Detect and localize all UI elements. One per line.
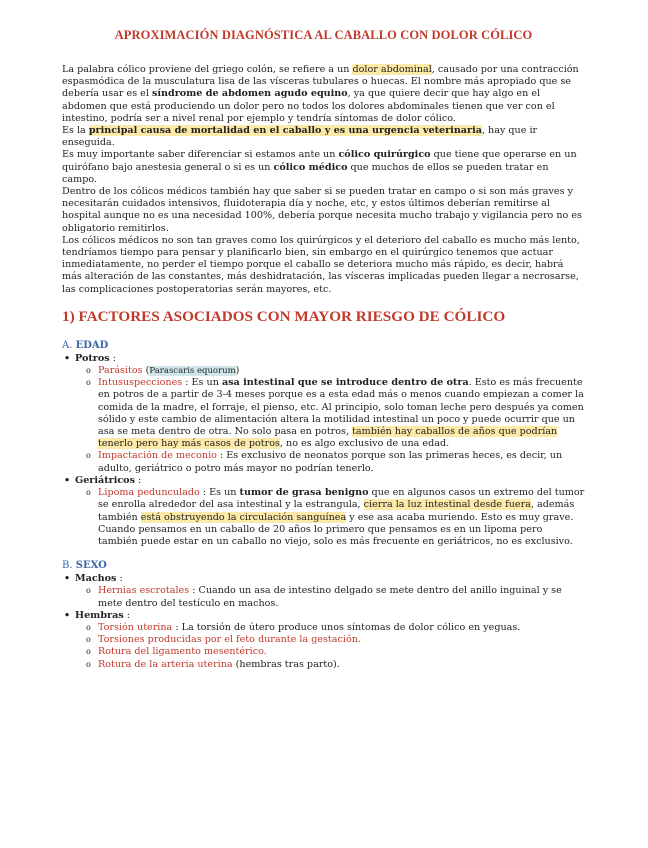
text: Es la bbox=[62, 125, 89, 137]
intro-paragraph-4: Dentro de los cólicos médicos también hay que saber si se pueden tratar en campo o si son más graves y necesitarán cuidados intensivos, fluidoterapia día y noche, etc, y estos últimos deberían remitirse al hospital aunque no es una necesidad 100%, debería porque necesita mucho trabajo y vigilancia pero no es obligatorio remitirlos. bbox=[62, 186, 582, 234]
list-item-torsiones-gestacion bbox=[86, 634, 585, 646]
list-item-hernias bbox=[86, 585, 585, 609]
bold-term: Geriátricos bbox=[75, 474, 135, 486]
list-item-rotura-arteria bbox=[86, 659, 585, 671]
subsection-heading-edad bbox=[62, 340, 585, 351]
bold-term: Potros bbox=[75, 352, 110, 364]
bold-term: cólico médico bbox=[273, 161, 348, 173]
text: : Es exclusivo de neonatos porque son las primeras heces, es decir, un adulto, geriátrico o potro más mayor no podrían tenerlo. bbox=[98, 450, 563, 474]
text: : Es un bbox=[182, 377, 222, 389]
intro-paragraph-5: Los cólicos médicos no son tan graves como los quirúrgicos y el deterioro del caballo es mucho más lento, tendríamos tiempo para pensar y planificarlo bien, sin embargo en el quirúrgico tenemos que actuar inmediatamente, no perder el tiempo porque el caballo se deteriora mucho más rápido, es decir, habrá más alteración de las constantes, más deshidratación, las vísceras implicadas pueden llegar a necrosarse, las complicaciones postoperatorias serán mayores, etc. bbox=[62, 234, 580, 295]
list-item-meconio bbox=[86, 450, 585, 474]
text: , hay que ir enseguida. bbox=[62, 125, 538, 149]
red-term: Rotura del ligamento mesentérico. bbox=[98, 646, 267, 658]
text: : Es un bbox=[199, 487, 240, 499]
list-edad bbox=[62, 353, 585, 548]
highlight: Parascaris equorum bbox=[149, 366, 236, 377]
red-term: Impactación de meconio bbox=[98, 450, 217, 462]
document-title: APROXIMACIÓN DIAGNÓSTICA AL CABALLO CON DOLOR CÓLICO bbox=[114, 28, 533, 42]
red-term: Intususpecciones bbox=[98, 377, 183, 389]
list-item-geriatricos bbox=[64, 475, 585, 548]
red-term: Rotura de la arteria uterina bbox=[98, 658, 233, 670]
text: que tiene que operarse en un quirófano bajo anestesia general o si es un bbox=[62, 149, 577, 173]
highlight: principal causa de mortalidad en el caballo y es una urgencia veterinaria bbox=[88, 125, 482, 137]
intro-paragraph-2 bbox=[62, 125, 585, 149]
text: ) bbox=[235, 365, 240, 377]
sublist-hembras bbox=[75, 622, 585, 671]
highlight: está obstruyendo la circulación sanguínea bbox=[140, 511, 347, 523]
text: que en algunos casos un extremo del tumor se enrolla alrededor del asa intestinal y la estrangula, bbox=[98, 487, 585, 511]
bold-term: EDAD bbox=[75, 339, 109, 351]
text: : bbox=[123, 609, 130, 621]
text: ( bbox=[142, 365, 150, 377]
sublist-potros bbox=[75, 365, 585, 475]
list-item-parasitos bbox=[86, 365, 585, 377]
text: , ya que quiere decir que hay algo en el abdomen que está produciendo un dolor pero no todos los dolores abdominales tienen que ver con el intestino, podría ser a nivel renal por ejemplo y tendría síntomas de dolor cólico. bbox=[62, 88, 555, 124]
text: La palabra cólico proviene del griego colón, se refiere a un bbox=[62, 64, 353, 75]
text: : La torsión de útero produce unos síntomas de dolor cólico en yeguas. bbox=[172, 621, 521, 633]
text: : Cuando un asa de intestino delgado se mete dentro del anillo inguinal y se mete dentro del testículo en machos. bbox=[98, 585, 562, 609]
bold-term: Hembras bbox=[75, 609, 124, 621]
text: : bbox=[116, 573, 123, 585]
text: . Esto es más frecuente en potros de a partir de 3-4 meses porque es a esta edad más o menos cuando empiezan a comer la comida de la madre, el forraje, el pienso, etc. Al principio, solo toman leche pero después ya comen sólido y este cambio de alimentación altera la motilidad intestinal un poco y puede ocurrir que un asa se meta dentro de otra. No solo pasa en potros, bbox=[98, 377, 584, 438]
sublist-machos bbox=[75, 585, 585, 609]
text: : bbox=[134, 474, 142, 486]
sublist-geriatricos bbox=[75, 487, 585, 548]
bold-term: síndrome de abdomen agudo equino bbox=[151, 88, 348, 100]
text: B. bbox=[62, 560, 76, 572]
text: , además también bbox=[98, 499, 575, 523]
red-term: Parásitos bbox=[98, 365, 143, 377]
list-item-torsion-uterina bbox=[86, 622, 585, 634]
list-sexo bbox=[62, 573, 585, 671]
red-term: Lipoma pedunculado bbox=[98, 487, 200, 499]
list-item-hembras bbox=[64, 610, 585, 671]
bold-term: tumor de grasa benigno bbox=[239, 487, 369, 499]
list-item-intususpecciones bbox=[86, 377, 585, 450]
text: : bbox=[109, 352, 116, 364]
intro-section bbox=[62, 64, 585, 296]
text: (hembras tras parto). bbox=[232, 658, 340, 670]
section-heading: 1) FACTORES ASOCIADOS CON MAYOR RIESGO DE CÓLICO bbox=[62, 307, 506, 325]
list-item-machos bbox=[64, 573, 585, 610]
subsection-heading-sexo bbox=[62, 560, 585, 571]
intro-paragraph-3 bbox=[62, 149, 585, 186]
text: A. bbox=[62, 339, 76, 351]
bold-term: cólico quirúrgico bbox=[338, 149, 431, 161]
text: , causado por una contracción espasmódica de la musculatura lisa de las vísceras tubulares o huecas. El nombre más apropiado que se debería usar es el bbox=[62, 64, 579, 100]
spacer bbox=[62, 548, 585, 560]
highlight: cierra la luz intestinal desde fuera bbox=[363, 499, 531, 511]
text: y ese asa acaba muriendo. Esto es muy grave. Cuando pensamos en un caballo de 20 años lo primero que pensamos es en un lipoma pero también puede estar en un caballo no viejo, solo es más frecuente en geriátricos, no es exclusivo. bbox=[98, 511, 574, 547]
text: , no es algo exclusivo de una edad. bbox=[279, 438, 450, 450]
highlight: también hay caballos de años que podrían tenerlo pero hay más casos de potros bbox=[98, 426, 558, 450]
bold-term: asa intestinal que se introduce dentro de otra bbox=[221, 377, 469, 389]
list-item-potros bbox=[64, 353, 585, 475]
highlight: dolor abdominal bbox=[352, 64, 432, 75]
bold-term: SEXO bbox=[75, 560, 107, 572]
red-term: Torsiones producidas por el feto durante la gestación. bbox=[98, 634, 361, 646]
text: Es muy importante saber diferenciar si estamos ante un bbox=[62, 149, 339, 161]
red-term: Torsión uterina bbox=[98, 621, 173, 633]
list-item-rotura-ligamento bbox=[86, 646, 585, 658]
text: que muchos de ellos se pueden tratar en campo. bbox=[62, 161, 549, 185]
bold-term: Machos bbox=[75, 573, 117, 585]
intro-paragraph-1 bbox=[62, 64, 585, 125]
list-item-lipoma bbox=[86, 487, 585, 548]
red-term: Hernias escrotales bbox=[98, 585, 190, 597]
